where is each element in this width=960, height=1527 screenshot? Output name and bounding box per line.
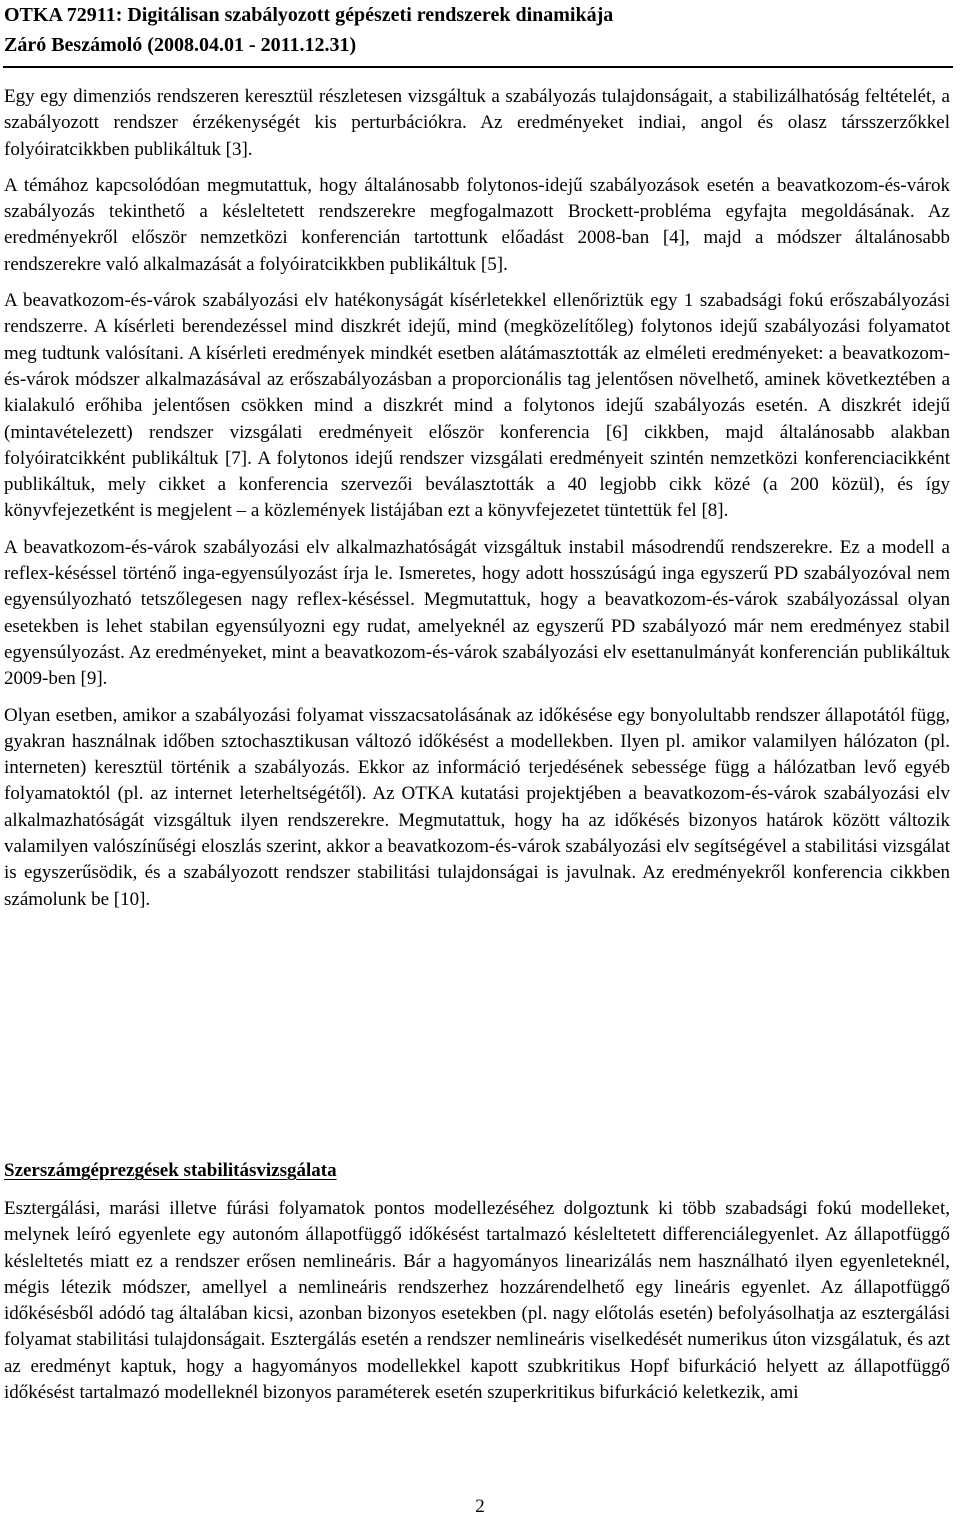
paragraph-1: Egy egy dimenziós rendszeren keresztül részletesen vizsgáltuk a szabályozás tulajdonságait, a stabilizálhatóság feltételét, a szabályozott rendszer érzékenységét kis perturbációkra. Az eredményeket indiai, angol és olasz társszerzőkkel folyóiratcikkben publikáltuk [3].	[4, 86, 950, 160]
header-title-line-1: OTKA 72911: Digitálisan szabályozott gépészeti rendszerek dinamikája	[4, 4, 614, 26]
section-heading: Szerszámgéprezgések stabilitásvizsgálata	[4, 1160, 337, 1181]
paragraph-2: A témához kapcsolódóan megmutattuk, hogy általánosabb folytonos-idejű szabályozások esetén a beavatkozom-és-várok szabályozás tekinthető a késleltetett rendszerekre megfogalmazott Brockett-probléma egyfajta megoldásának. Az eredményekről először nemzetközi konferencián tartottunk előadást 2008-ban [4], majd a módszer általánosabb rendszerekre való alkalmazását a folyóiratcikkben publikáltuk [5].	[4, 174, 950, 275]
page-number: 2	[475, 1496, 485, 1517]
main-content	[4, 84, 950, 913]
header-divider	[3, 66, 953, 68]
header-title-line-2: Záró Beszámoló (2008.04.01 - 2011.12.31)	[4, 34, 357, 56]
paragraph-4: A beavatkozom-és-várok szabályozási elv alkalmazhatóságát vizsgáltuk instabil másodrendű rendszerekre. Ez a modell a reflex-késéssel történő inga-egyensúlyozást írja le. Ismeretes, hogy adott hosszúságú inga egyszerű PD szabályozóval nem egyensúlyozható tetszőlegesen nagy reflex-késéssel. Megmutattuk, hogy a beavatkozom-és-várok szabályozással olyan esetekben is lehet stabilan egyensúlyozni egy rudat, amelyeknél az egyszerű PD szabályozó már nem eredményez stabil egyensúlyozást. Az eredményeket, mint a beavatkozom-és-várok szabályozási elv esettanulmányát konferencián publikáltuk 2009-ben [9].	[4, 536, 950, 690]
paragraph-3: A beavatkozom-és-várok szabályozási elv hatékonyságát kísérletekkel ellenőriztük egy 1 szabadsági fokú erőszabályozási rendszerre. A kísérleti berendezéssel mind diszkrét idejű, mind (megközelítőleg) folytonos idejű szabályozási folyamatot meg tudtunk valósítani. A kísérleti eredmények mindkét esetben alátámasztották az elméleti eredményeket: a beavatkozom-és-várok módszer alkalmazásával az erőszabályozásban a proporcionális tag jelentősen növelhető, aminek következtében a kialakuló erőhiba jelentősen csökken mind a diszkrét mind a folytonos idejű szabályozás esetén. A diszkrét idejű (mintavételezett) rendszer vizsgálati eredményeit először konferencia [6] cikkben, majd általánosabb alakban folyóiratcikként publikáltuk [7]. A folytonos idejű rendszer vizsgálati eredményeit szintén nemzetközi konferenciacikként publikáltuk, mely cikket a konferencia szervezői beválasztották a 40 legjobb cikk közé (a 200 közül), és így könyvfejezetként is megjelent – a közlemények listájában ezt a könyvfejezetet tüntettük fel [8].	[4, 290, 950, 522]
section-body	[4, 1196, 950, 1406]
section-paragraph: Esztergálási, marási illetve fúrási folyamatok pontos modellezéséhez dolgoztunk ki több szabadsági fokú modelleket, melynek leíró egyenlete egy autonóm állapotfüggő időkésést tartalmazó késleltetett differenciálegyenlet. Az állapotfüggő késleltetés miatt ez a rendszer erősen nemlineáris. Bár a hagyományos linearizálás nem használható ilyen egyenleteknél, mégis létezik módszer, amellyel a nemlineáris rendszerhez hozzárendelhető egy lineáris egyenlet. Az állapotfüggő időkésésből adódó tag általában kicsi, azonban bizonyos esetekben (pl. nagy előtolás esetén) befolyásolhatja az esztergálási folyamat stabilitási tulajdonságait. Esztergálás esetén a rendszer nemlineáris viselkedését numerikus úton vizsgálatuk, és azt az eredményt kaptuk, hogy a hagyományos modellekkel kapott szubkritikus Hopf bifurkáció helyett az állapotfüggő időkésést tartalmazó modelleknél bizonyos paraméterek esetén szuperkritikus bifurkáció keletkezik, ami	[4, 1198, 950, 1404]
paragraph-5: Olyan esetben, amikor a szabályozási folyamat visszacsatolásának az időkésése egy bonyolultabb rendszer állapotától függ, gyakran használnak időben sztochasztikusan változó időkésést a modellekben. Ilyen pl. amikor valamilyen hálózaton (pl. interneten) keresztül történik a szabályozás. Ekkor az információ terjedésének sebessége függ a hálózatban levő egyéb folyamatoktól (pl. az internet leterheltségétől). Az OTKA kutatási projektjében a beavatkozom-és-várok szabályozási elv alkalmazhatóságát vizsgáltuk ilyen rendszerekre. Megmutattuk, hogy ha az időkésés bizonyos határok között változik valamilyen valószínűségi eloszlás szerint, akkor a beavatkozom-és-várok szabályozási elv segítségével a stabilitási vizsgálat is egyszerűsödik, és a szabályozott rendszer stabilitási tulajdonságai is javulnak. Az eredményekről konferencia cikkben számolunk be [10].	[4, 704, 950, 910]
document-header	[4, 0, 952, 60]
